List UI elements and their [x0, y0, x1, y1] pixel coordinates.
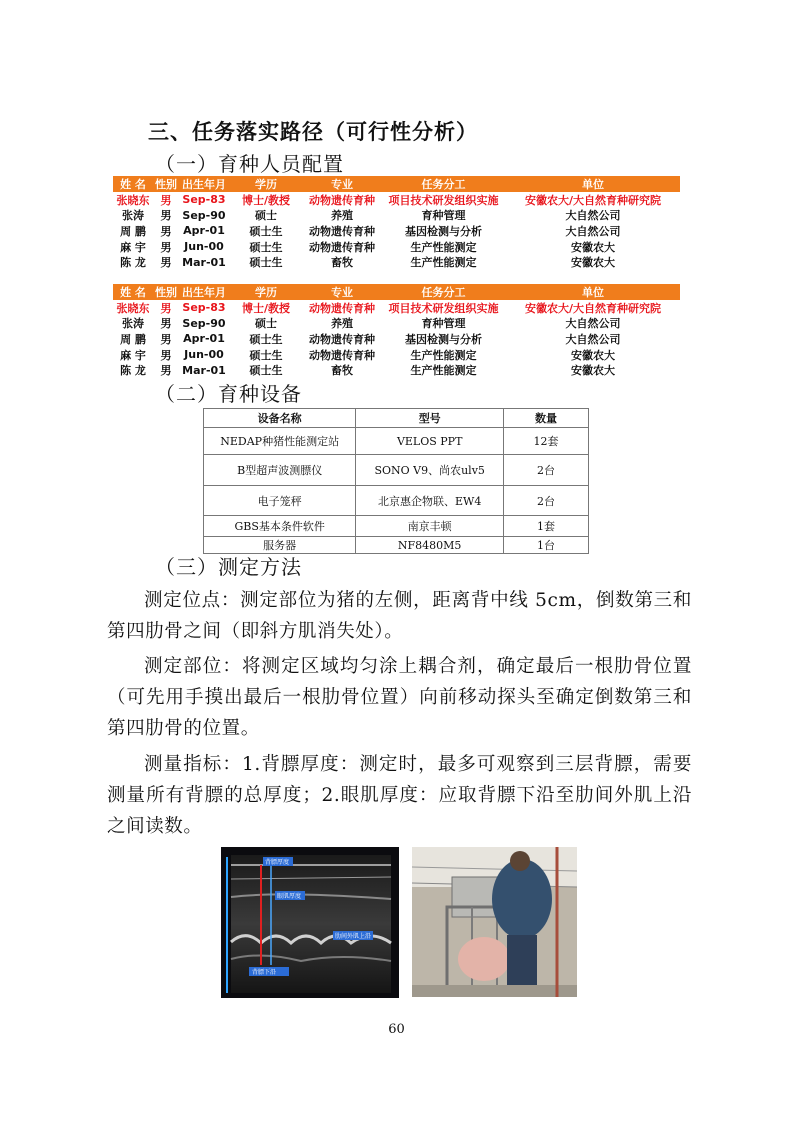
- header-cell: 单位: [582, 286, 604, 299]
- cell: 2台: [504, 455, 589, 486]
- ultrasound-label: 眼肌厚度: [277, 893, 302, 900]
- table-row: [204, 455, 589, 486]
- cell: 周 鹏: [120, 332, 146, 346]
- equipment-table-header: [204, 409, 589, 428]
- header-cell: 出生年月: [182, 286, 226, 299]
- cell: Apr-01: [183, 224, 225, 238]
- cell: 男: [160, 332, 172, 346]
- cell: 1套: [504, 516, 589, 537]
- cell: 男: [160, 348, 172, 362]
- cell: Jun-00: [184, 348, 224, 362]
- cell: 项目技术研发组织实施: [388, 193, 499, 207]
- subsection-method-title: （三）测定方法: [155, 555, 302, 579]
- header-cell: 型号: [356, 409, 504, 428]
- table-row: [113, 316, 680, 332]
- staff-table-header: [113, 176, 680, 192]
- cell: 男: [160, 256, 172, 270]
- cell: NEDAP种猪性能测定站: [204, 428, 356, 455]
- cell: B型超声波测膘仪: [204, 455, 356, 486]
- cell: 硕士生: [249, 364, 283, 378]
- subsection-staff-title: （一）育种人员配置: [155, 152, 344, 176]
- header-cell: 性别: [155, 178, 177, 191]
- cell: 12套: [504, 428, 589, 455]
- cell: 大自然公司: [565, 332, 621, 346]
- cell: 张晓东: [116, 301, 150, 315]
- cell: GBS基本条件软件: [204, 516, 356, 537]
- cell: 大自然公司: [565, 317, 621, 331]
- paragraph-measure-site: 测定位点：测定部位为猪的左侧，距离背中线 5cm，倒数第三和第四肋骨之间（即斜方肌消失处）。: [107, 590, 692, 642]
- table-row: [204, 486, 589, 516]
- table-row: [113, 192, 680, 208]
- cell: 育种管理: [421, 209, 466, 223]
- cell: 张涛: [122, 317, 144, 331]
- cell: 养殖: [331, 317, 353, 331]
- table-row: [113, 208, 680, 224]
- cell: 陈 龙: [120, 364, 146, 378]
- cell: 陈 龙: [120, 256, 146, 270]
- cell: 博士/教授: [241, 301, 291, 315]
- cell: 基因检测与分析: [405, 224, 482, 238]
- header-cell: 学历: [255, 178, 277, 191]
- cell: 电子笼秤: [204, 486, 356, 516]
- ultrasound-label: 背膘下沿: [252, 969, 277, 976]
- cell: 动物遗传育种: [309, 224, 375, 238]
- cell: 动物遗传育种: [309, 348, 375, 362]
- cell: Sep-83: [182, 301, 226, 315]
- cell: 动物遗传育种: [309, 240, 375, 254]
- cell: 动物遗传育种: [309, 301, 375, 315]
- cell: 安徽农大: [571, 364, 615, 378]
- header-cell: 姓 名: [120, 178, 146, 191]
- table-row: [113, 362, 680, 378]
- cell: 项目技术研发组织实施: [388, 301, 499, 315]
- cell: 麻 宇: [120, 240, 146, 254]
- table-row: [113, 331, 680, 347]
- table-row: [204, 428, 589, 455]
- cell: 南京丰顿: [356, 516, 504, 537]
- cell: 生产性能测定: [410, 240, 477, 254]
- header-cell: 设备名称: [204, 409, 356, 428]
- table-row: [113, 300, 680, 316]
- header-cell: 单位: [582, 178, 604, 191]
- cell: Jun-00: [184, 240, 224, 254]
- header-cell: 任务分工: [421, 178, 466, 191]
- cell: 安徽农大: [571, 256, 615, 270]
- cell: Mar-01: [182, 363, 226, 377]
- cell: 安徽农大: [571, 348, 615, 362]
- cell: 硕士生: [249, 240, 283, 254]
- cell: 硕士生: [249, 348, 283, 362]
- cell: Sep-83: [182, 193, 226, 207]
- cell: 北京惠企物联、EW4: [356, 486, 504, 516]
- cell: NF8480M5: [356, 537, 504, 554]
- cell: 基因检测与分析: [405, 332, 482, 346]
- measurement-photo: [412, 847, 577, 997]
- cell: 生产性能测定: [410, 256, 477, 270]
- staff-table-header: [113, 284, 680, 300]
- cell: 养殖: [331, 209, 353, 223]
- header-cell: 任务分工: [421, 286, 466, 299]
- cell: VELOS PPT: [356, 428, 504, 455]
- cell: 安徽农大: [571, 240, 615, 254]
- cell: Mar-01: [182, 255, 226, 269]
- cell: 安徽农大/大自然育种研究院: [524, 301, 662, 315]
- subsection-equipment-title: （二）育种设备: [155, 382, 302, 406]
- cell: 张涛: [122, 209, 144, 223]
- cell: 动物遗传育种: [309, 193, 375, 207]
- cell: 硕士生: [249, 332, 283, 346]
- cell: 动物遗传育种: [309, 332, 375, 346]
- cell: 张晓东: [116, 193, 150, 207]
- table-row: [113, 223, 680, 239]
- table-row: [113, 254, 680, 270]
- header-cell: 专业: [331, 286, 353, 299]
- cell: 1台: [504, 537, 589, 554]
- cell: 硕士: [255, 209, 277, 223]
- cell: 生产性能测定: [410, 364, 477, 378]
- cell: 麻 宇: [120, 348, 146, 362]
- cell: 育种管理: [421, 317, 466, 331]
- cell: 男: [160, 224, 172, 238]
- section-heading: 三、任务落实路径（可行性分析）: [148, 120, 478, 144]
- cell: 男: [160, 301, 172, 315]
- cell: 博士/教授: [241, 193, 291, 207]
- cell: 周 鹏: [120, 224, 146, 238]
- cell: 服务器: [204, 537, 356, 554]
- header-cell: 出生年月: [182, 178, 226, 191]
- ultrasound-label: 背膘厚度: [265, 859, 290, 866]
- cell: 大自然公司: [565, 224, 621, 238]
- header-cell: 性别: [155, 286, 177, 299]
- cell: 男: [160, 240, 172, 254]
- cell: 硕士生: [249, 224, 283, 238]
- cell: 男: [160, 193, 172, 207]
- cell: 男: [160, 364, 172, 378]
- cell: 2台: [504, 486, 589, 516]
- cell: Sep-90: [182, 316, 226, 330]
- header-cell: 学历: [255, 286, 277, 299]
- header-cell: 专业: [331, 178, 353, 191]
- paragraph-measure-area: 测定部位：将测定区域均匀涂上耦合剂，确定最后一根肋骨位置（可先用手摸出最后一根肋骨位置）向前移动探头至确定倒数第三和第四肋骨的位置。: [107, 656, 692, 739]
- staff-table: [113, 176, 680, 270]
- table-row: [113, 347, 680, 363]
- header-cell: 数量: [504, 409, 589, 428]
- table-row: [113, 239, 680, 255]
- header-cell: 姓 名: [120, 286, 146, 299]
- cell: Sep-90: [182, 208, 226, 222]
- page-number: 60: [388, 1022, 405, 1037]
- cell: 硕士: [255, 317, 277, 331]
- table-row: [204, 516, 589, 537]
- cell: 男: [160, 209, 172, 223]
- cell: 男: [160, 317, 172, 331]
- cell: 畜牧: [331, 364, 353, 378]
- cell: 畜牧: [331, 256, 353, 270]
- paragraph-measure-index: 测量指标：1.背膘厚度：测定时，最多可观察到三层背膘，需要测量所有背膘的总厚度；2.眼肌厚度：应取背膘下沿至肋间外肌上沿之间读数。: [107, 754, 692, 837]
- ultrasound-label: 肋间外肌上沿: [335, 933, 372, 940]
- cell: SONO V9、尚农ulv5: [356, 455, 504, 486]
- ultrasound-image: [221, 847, 399, 998]
- staff-table-duplicate: [113, 284, 680, 378]
- equipment-table: [203, 408, 589, 554]
- cell: Apr-01: [183, 332, 225, 346]
- cell: 硕士生: [249, 256, 283, 270]
- cell: 大自然公司: [565, 209, 621, 223]
- cell: 安徽农大/大自然育种研究院: [524, 193, 662, 207]
- cell: 生产性能测定: [410, 348, 477, 362]
